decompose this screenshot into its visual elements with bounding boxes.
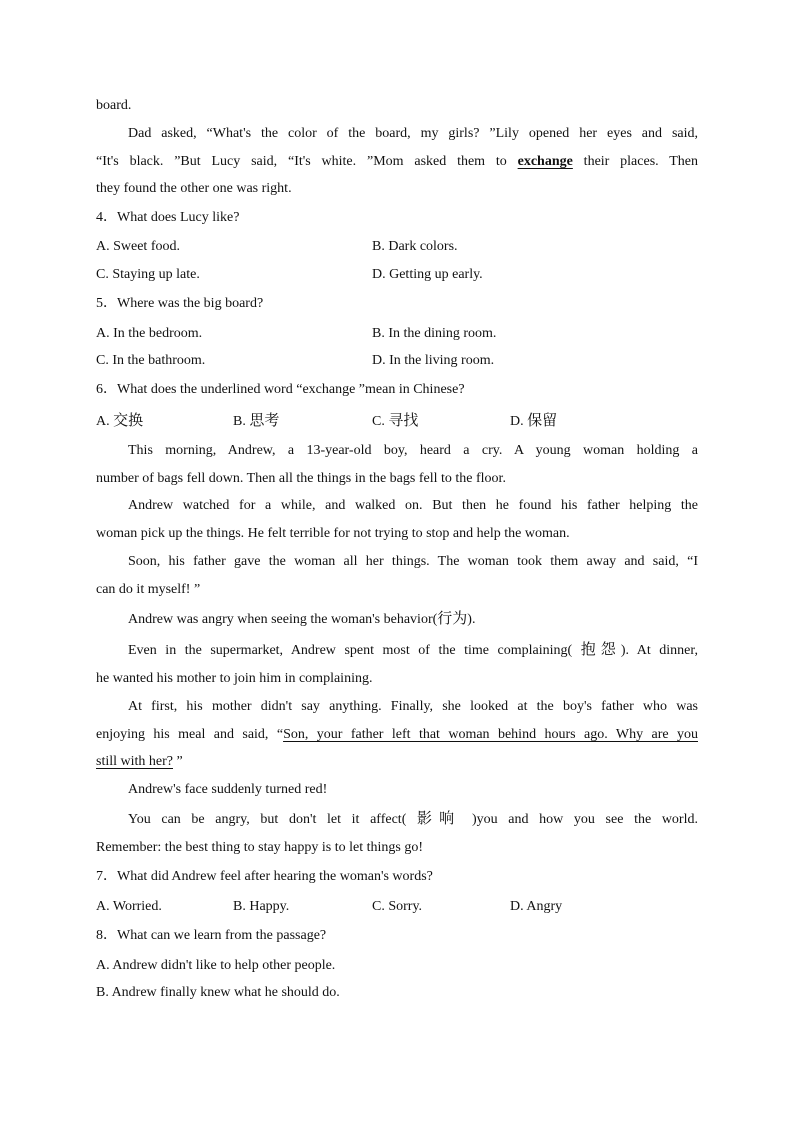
- q6-option-a: [96, 411, 143, 431]
- question-5-stem: 5．Where was the big board?: [96, 296, 264, 311]
- q8-option-b: B. Andrew finally knew what he should do.: [96, 985, 340, 1000]
- passage-line: Dad asked, “What's the color of the board, my girls? ”Lily opened her eyes and said,: [128, 126, 698, 141]
- q7-option-a: A. Worried.: [96, 899, 162, 914]
- option-text: 思考: [249, 411, 280, 429]
- question-6-stem: 6．What does the underlined word “exchange ”mean in Chinese?: [96, 382, 465, 397]
- question-7-stem: 7．What did Andrew feel after hearing the woman's words?: [96, 869, 433, 884]
- option-letter: A.: [96, 414, 114, 429]
- passage-line: woman pick up the things. He felt terrible for not trying to stop and help the woman.: [96, 526, 570, 541]
- q4-option-c: C. Staying up late.: [96, 267, 200, 282]
- option-text: 交换: [113, 411, 144, 429]
- passage-line: [96, 153, 698, 171]
- passage-line: they found the other one was right.: [96, 181, 292, 196]
- passage-text: You can be angry, but don't let it affect(: [128, 812, 417, 827]
- passage-line: At first, his mother didn't say anything. Finally, she looked at the boy's father who was: [128, 699, 698, 714]
- q8-option-a: A. Andrew didn't like to help other people.: [96, 958, 336, 973]
- passage-text: their places. Then: [572, 154, 698, 169]
- passage-text: Andrew was angry when seeing the woman's behavior(: [128, 612, 438, 627]
- question-4-stem: 4．What does Lucy like?: [96, 210, 240, 225]
- passage-line: Andrew's face suddenly turned red!: [128, 782, 328, 797]
- q6-option-b: [233, 411, 279, 431]
- underlined-sentence: Son, your father left that woman behind hours ago. Why are you: [283, 727, 698, 742]
- passage-line: [128, 809, 698, 829]
- passage-line: [96, 726, 698, 744]
- q7-option-b: B. Happy.: [233, 899, 290, 914]
- chinese-gloss: 抱怨: [580, 640, 621, 658]
- passage-line: he wanted his mother to join him in complaining.: [96, 671, 373, 686]
- q6-option-d: [510, 411, 557, 431]
- q4-option-b: B. Dark colors.: [372, 239, 458, 254]
- passage-text: “It's black. ”But Lucy said, “It's white. ”Mom asked them to: [96, 154, 518, 169]
- passage-text: ).: [467, 612, 476, 627]
- q5-option-c: C. In the bathroom.: [96, 353, 206, 368]
- passage-line: can do it myself! ”: [96, 582, 201, 597]
- passage-line: [128, 640, 698, 660]
- passage-text: enjoying his meal and said, “: [96, 727, 284, 742]
- option-text: 寻找: [388, 411, 419, 429]
- underlined-word-exchange: exchange: [517, 154, 573, 169]
- q5-option-b: B. In the dining room.: [372, 326, 497, 341]
- passage-text: ”: [173, 754, 183, 769]
- passage-line: board.: [96, 98, 132, 113]
- passage-text: Even in the supermarket, Andrew spent most of the time complaining(: [128, 643, 581, 658]
- passage-line: This morning, Andrew, a 13-year-old boy, heard a cry. A young woman holding a: [128, 443, 698, 458]
- q5-option-a: A. In the bedroom.: [96, 326, 203, 341]
- option-text: 保留: [527, 411, 558, 429]
- passage-line: [96, 753, 698, 771]
- chinese-gloss: 影响: [417, 809, 462, 827]
- passage-line: [128, 609, 698, 629]
- passage-line: number of bags fell down. Then all the things in the bags fell to the floor.: [96, 471, 506, 486]
- passage-line: Remember: the best thing to stay happy is to let things go!: [96, 840, 424, 855]
- option-letter: D.: [510, 414, 528, 429]
- option-letter: B.: [233, 414, 250, 429]
- passage-line: Soon, his father gave the woman all her things. The woman took them away and said, “I: [128, 554, 698, 569]
- q4-option-a: A. Sweet food.: [96, 239, 180, 254]
- q7-option-d: D. Angry: [510, 899, 563, 914]
- q5-option-d: D. In the living room.: [372, 353, 495, 368]
- q7-option-c: C. Sorry.: [372, 899, 423, 914]
- q4-option-d: D. Getting up early.: [372, 267, 483, 282]
- passage-line: Andrew watched for a while, and walked on. But then he found his father helping the: [128, 498, 698, 513]
- chinese-gloss: 行为: [437, 609, 468, 627]
- option-letter: C.: [372, 414, 389, 429]
- passage-text: )you and how you see the world.: [461, 812, 698, 827]
- question-8-stem: 8．What can we learn from the passage?: [96, 928, 327, 943]
- underlined-sentence: still with her?: [96, 754, 173, 769]
- q6-option-c: [372, 411, 418, 431]
- passage-text: ). At dinner,: [620, 643, 698, 658]
